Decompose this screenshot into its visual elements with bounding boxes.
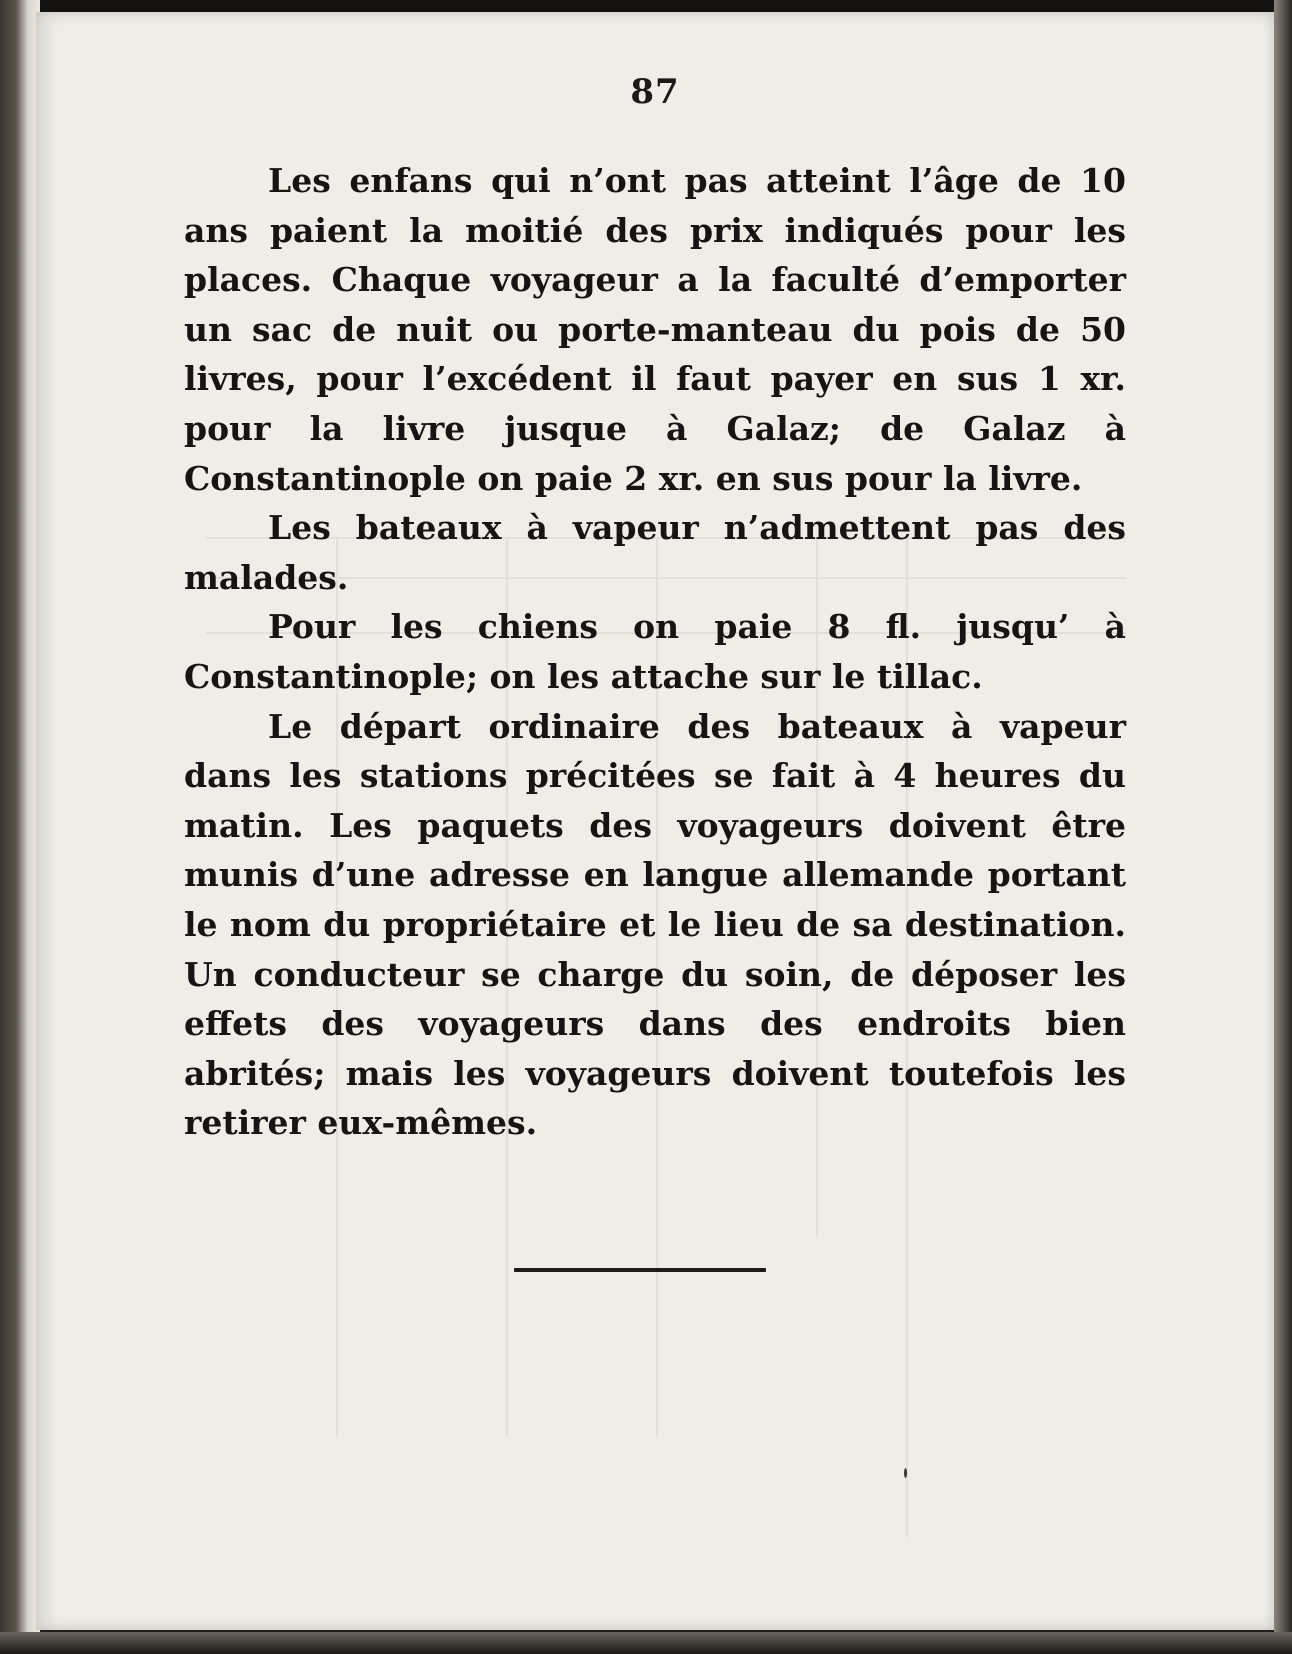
paragraph-children-fares: Les enfans qui n’ont pas atteint l’âge de 10 ans paient la moitié des prix indiqués pour les places. Chaque voyageur a la faculté d’emporter un sac de nuit ou porte-manteau du pois de 50 livres, pour l’excédent il faut payer en sus 1 xr. pour la livre jusque à Galaz; de Galaz à Constantinople on paie 2 xr. en sus pour la livre.	[184, 161, 1126, 498]
paragraph-departure-luggage: Le départ ordinaire des bateaux à vapeur dans les stations précitées se fait à 4 heures du matin. Les paquets des voyageurs doivent être munis d’une adresse en langue allemande portant le nom du propriétaire et le lieu de sa destination. Un conducteur se charge du soin, de déposer les effets des voyageurs dans des endroits bien abrités; mais les voyageurs doivent toutefois les retirer eux-mêmes.	[184, 706, 1126, 1143]
left-page-edge	[0, 0, 40, 1654]
scan-top-edge	[0, 0, 1292, 12]
page-number: 87	[630, 72, 680, 112]
section-divider-rule	[514, 1268, 766, 1272]
paragraph-sick-passengers: Les bateaux à vapeur n’admettent pas des malades.	[184, 508, 1126, 597]
scan-bottom-edge	[0, 1632, 1292, 1654]
scan-right-edge	[1274, 0, 1292, 1654]
book-page	[36, 12, 1274, 1630]
ink-speck	[904, 1468, 907, 1478]
body-text	[184, 156, 1126, 1148]
paragraph-dogs: Pour les chiens on paie 8 fl. jusqu’ à Constantinople; on les attache sur le tillac.	[184, 607, 1126, 696]
